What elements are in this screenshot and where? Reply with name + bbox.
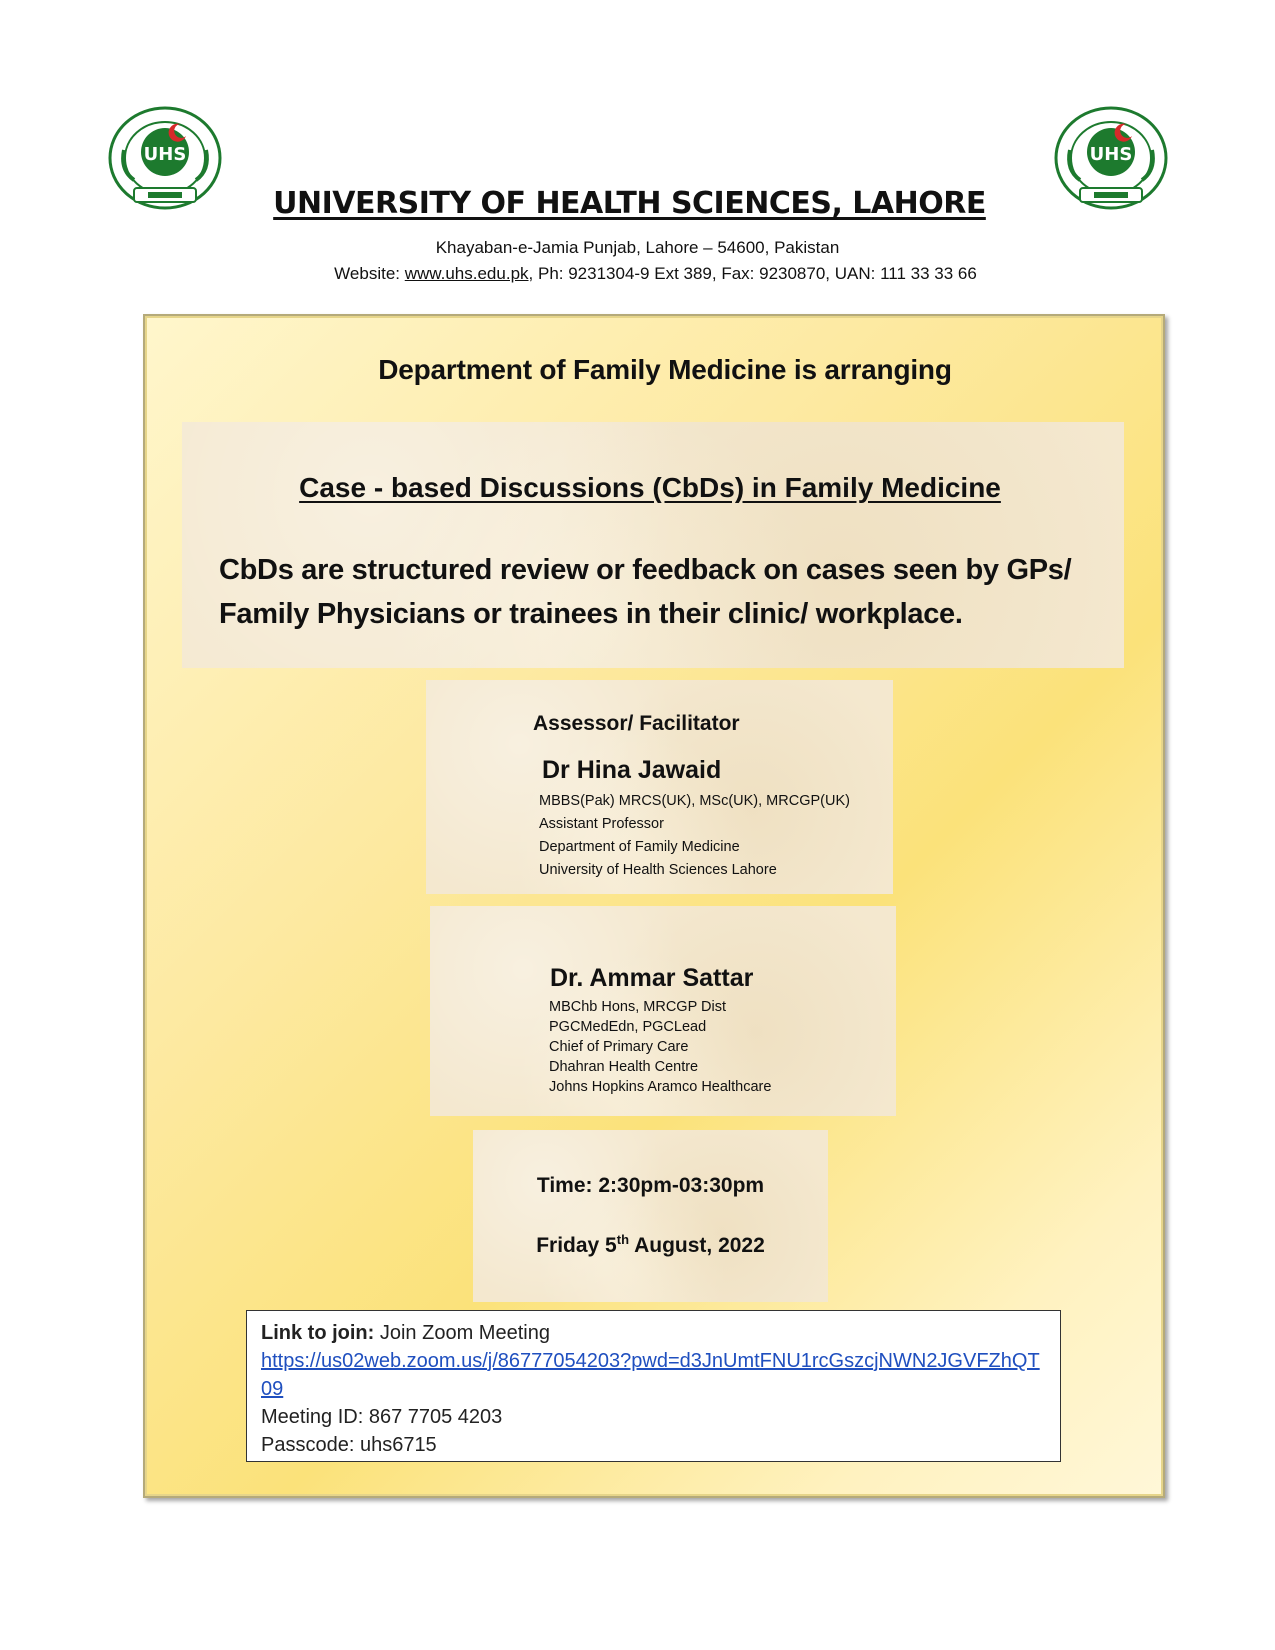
event-date-month-year: August, 2022 xyxy=(629,1234,765,1257)
case-description-line: Family Physicians or trainees in their clinic/ workplace. xyxy=(219,598,963,630)
website-label: Website: xyxy=(334,264,405,283)
event-date-prefix: Friday 5 xyxy=(536,1234,617,1257)
contact-details: , Ph: 9231304-9 Ext 389, Fax: 9230870, UAN: 111 33 33 66 xyxy=(528,264,977,283)
person-2-detail: Chief of Primary Care xyxy=(549,1039,689,1055)
person-2-detail: MBChb Hons, MRCGP Dist xyxy=(549,999,726,1015)
person-2-name: Dr. Ammar Sattar xyxy=(550,964,754,992)
svg-text:UHS: UHS xyxy=(143,144,187,165)
facilitator-heading: Assessor/ Facilitator xyxy=(533,712,740,735)
person-1-detail: University of Health Sciences Lahore xyxy=(539,862,777,878)
event-date-suffix-ordinal: th xyxy=(616,1232,630,1247)
meeting-id: Meeting ID: 867 7705 4203 xyxy=(261,1406,503,1428)
zoom-label-rest: Join Zoom Meeting xyxy=(374,1322,550,1344)
case-description xyxy=(219,548,1099,636)
person-2-details xyxy=(549,997,771,1097)
person-1-detail: MBBS(Pak) MRCS(UK), MSc(UK), MRCGP(UK) xyxy=(539,793,850,809)
arranging-heading: Department of Family Medicine is arranging xyxy=(378,354,952,385)
person-2-detail: Johns Hopkins Aramco Healthcare xyxy=(549,1079,772,1095)
case-title: Case - based Discussions (CbDs) in Family Medicine xyxy=(299,472,1001,503)
event-date xyxy=(473,1232,828,1258)
person-1-details xyxy=(539,790,850,882)
meeting-passcode: Passcode: uhs6715 xyxy=(261,1434,437,1456)
university-address: Khayaban-e-Jamia Punjab, Lahore – 54600, Pakistan xyxy=(435,238,840,257)
zoom-url-link[interactable]: https://us02web.zoom.us/j/86777054203?pwd=d3JnUmtFNU1rcGszcjNWN2JGVFZhQT09 xyxy=(261,1350,1040,1400)
person-1-detail: Assistant Professor xyxy=(539,816,664,832)
case-description-line: CbDs are structured review or feedback on cases seen by GPs/ xyxy=(219,554,1072,586)
university-title: UNIVERSITY OF HEALTH SCIENCES, LAHORE xyxy=(273,186,986,221)
event-time: Time: 2:30pm-03:30pm xyxy=(536,1174,765,1197)
person-2-detail: Dhahran Health Centre xyxy=(549,1059,699,1075)
person-1-detail: Department of Family Medicine xyxy=(539,839,740,855)
zoom-link-box xyxy=(246,1310,1061,1462)
zoom-label-line xyxy=(261,1319,1046,1347)
website-link[interactable]: www.uhs.edu.pk xyxy=(404,264,529,283)
person-1-name: Dr Hina Jawaid xyxy=(542,756,722,784)
svg-text:UHS: UHS xyxy=(1089,144,1133,165)
contact-line xyxy=(18,264,1275,284)
schedule-panel xyxy=(473,1130,828,1302)
zoom-label: Link to join: xyxy=(261,1322,375,1344)
person-2-detail: PGCMedEdn, PGCLead xyxy=(549,1019,707,1035)
